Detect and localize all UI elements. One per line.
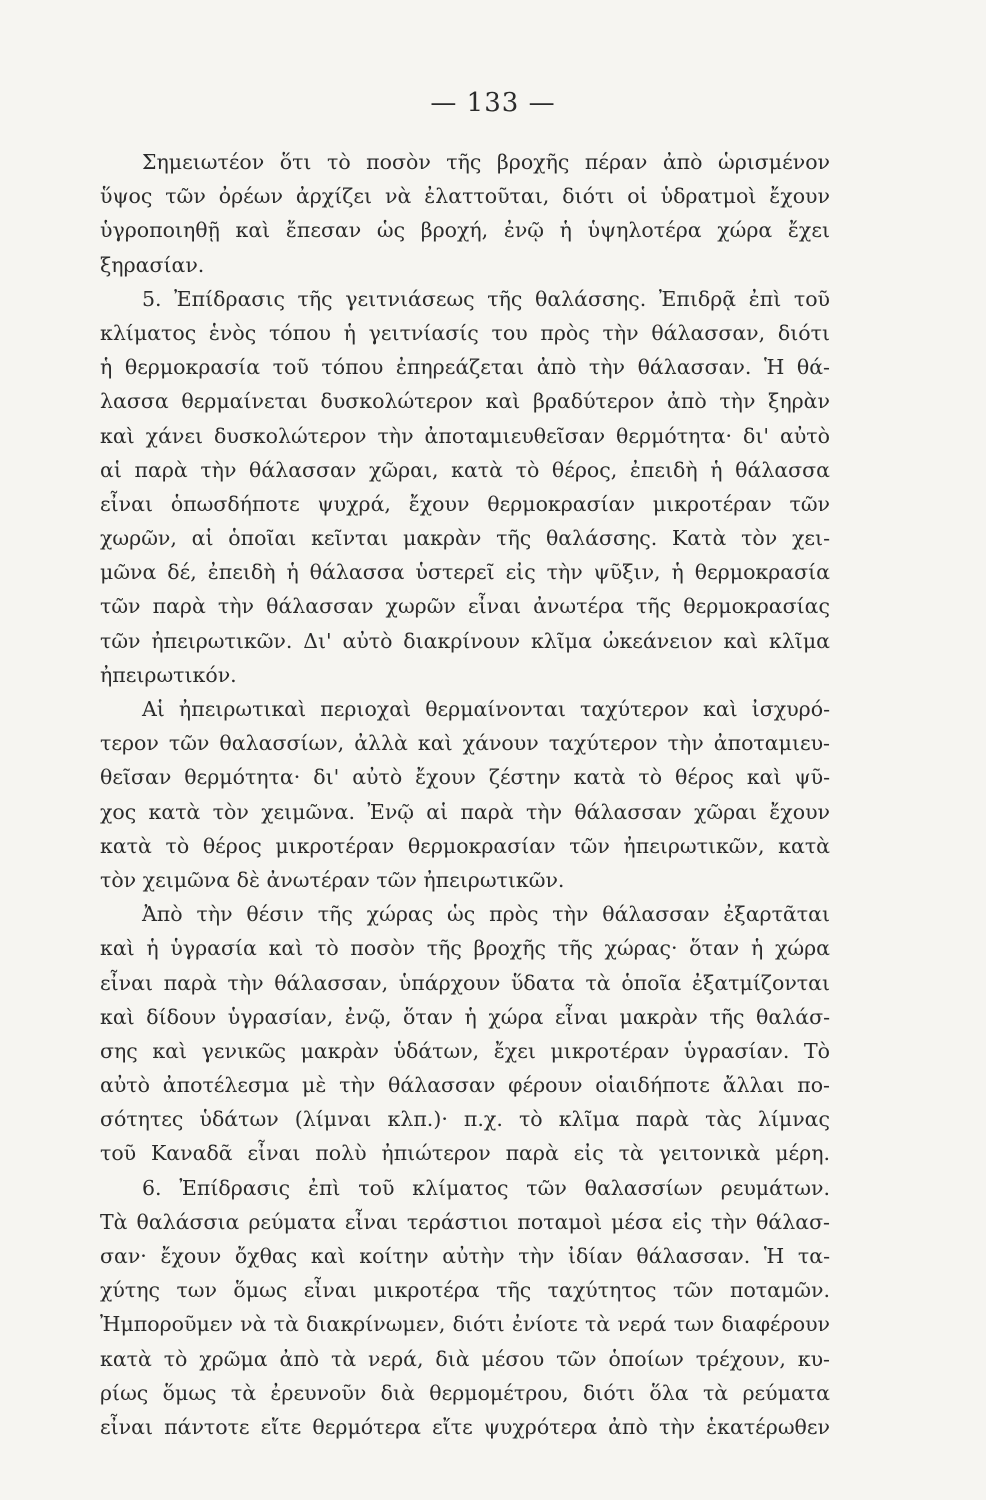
page-number: — 133 — [430, 88, 556, 118]
text-line: θεῖσαν θερμότητα· δι' αὐτὸ ἔχουν ζέστην κατὰ τὸ θέρος καὶ ψῦ- [100, 765, 830, 790]
text-line: ὕψος τῶν ὀρέων ἀρχίζει νὰ ἐλαττοῦται, διότι οἱ ὑδρατμοὶ ἔχουν [100, 184, 830, 209]
text-line: τῶν ἠπειρωτικῶν. Δι' αὐτὸ διακρίνουν κλῖμα ὠκεάνειον καὶ κλῖμα [100, 628, 830, 653]
text-line: τὸν χειμῶνα δὲ ἀνωτέραν τῶν ἠπειρωτικῶν. [100, 867, 565, 892]
text-line: αἱ παρὰ τὴν θάλασσαν χῶραι, κατὰ τὸ θέρος, ἐπειδὴ ἡ θάλασσα [100, 457, 830, 482]
text-line: ἡ θερμοκρασία τοῦ τόπου ἐπηρεάζεται ἀπὸ τὴν θάλασσαν. Ἡ θά- [100, 355, 830, 380]
text-line: αὐτὸ ἀποτέλεσμα μὲ τὴν θάλασσαν φέρουν οἱαιδήποτε ἄλλαι πο- [100, 1073, 830, 1098]
text-line: καὶ δίδουν ὑγρασίαν, ἐνῷ, ὅταν ἡ χώρα εἶναι μακρὰν τῆς θαλάσ- [100, 1004, 830, 1029]
text-line: ὑγροποιηθῇ καὶ ἔπεσαν ὡς βροχή, ἐνῷ ἡ ὑψηλοτέρα χώρα ἔχει [100, 218, 830, 243]
text-line: σαν· ἔχουν ὄχθας καὶ κοίτην αὐτὴν τὴν ἰδίαν θάλασσαν. Ἡ τα- [100, 1244, 830, 1268]
text-line: τερον τῶν θαλασσίων, ἀλλὰ καὶ χάνουν ταχύτερον τὴν ἀποταμιευ- [100, 731, 830, 756]
text-line: κλίματος ἑνὸς τόπου ἡ γειτνίασίς του πρὸς τὴν θάλασσαν, διότι [100, 320, 830, 345]
text-line: εἶναι ὁπωσδήποτε ψυχρά, ἔχουν θερμοκρασίαν μικροτέραν τῶν [100, 491, 830, 516]
text-line: 6. Ἐπίδρασις ἐπὶ τοῦ κλίματος τῶν θαλασσίων ρευμάτων. [142, 1175, 830, 1200]
text-line: τῶν παρὰ τὴν θάλασσαν χωρῶν εἶναι ἀνωτέρα τῆς θερμοκρασίας [100, 594, 830, 619]
text-line: εἶναι πάντοτε εἴτε θερμότερα εἴτε ψυχρότερα ἀπὸ τὴν ἑκατέρωθεν [100, 1414, 830, 1439]
text-line: σης καὶ γενικῶς μακρὰν ὑδάτων, ἔχει μικροτέραν ὑγρασίαν. Τὸ [100, 1038, 830, 1063]
text-line: εἶναι παρὰ τὴν θάλασσαν, ὑπάρχουν ὕδατα τὰ ὁποῖα ἐξατμίζονται [100, 970, 830, 995]
text-line: χύτης των ὅμως εἶναι μικροτέρα τῆς ταχύτητος τῶν ποταμῶν. [100, 1278, 830, 1303]
text-line: 5. Ἐπίδρασις τῆς γειτνιάσεως τῆς θαλάσσης. Ἐπιδρᾷ ἐπὶ τοῦ [142, 286, 830, 311]
text-line: μῶνα δέ, ἐπειδὴ ἡ θάλασσα ὑστερεῖ εἰς τὴν ψῦξιν, ἡ θερμοκρασία [100, 560, 830, 585]
text-line: σότητες ὑδάτων (λίμναι κλπ.)· π.χ. τὸ κλῖμα παρὰ τὰς λίμνας [100, 1107, 830, 1132]
text-line: ἠπειρωτικόν. [100, 662, 237, 687]
text-line: κατὰ τὸ θέρος μικροτέραν θερμοκρασίαν τῶν ἠπειρωτικῶν, κατὰ [100, 833, 830, 858]
text-line: χωρῶν, αἱ ὁποῖαι κεῖνται μακρὰν τῆς θαλάσσης. Κατὰ τὸν χει- [100, 526, 830, 551]
body-text [100, 145, 830, 1444]
text-line: καὶ ἡ ὑγρασία καὶ τὸ ποσὸν τῆς βροχῆς τῆς χώρας· ὅταν ἡ χώρα [100, 936, 830, 961]
text-line: ξηρασίαν. [100, 252, 205, 277]
text-line: καὶ χάνει δυσκολώτερον τὴν ἀποταμιευθεῖσαν θερμότητα· δι' αὐτὸ [100, 423, 830, 448]
text-line: χος κατὰ τὸν χειμῶνα. Ἐνῷ αἱ παρὰ τὴν θάλασσαν χῶραι ἔχουν [100, 799, 830, 824]
text-line: Αἱ ἠπειρωτικαὶ περιοχαὶ θερμαίνονται ταχύτερον καὶ ἰσχυρό- [142, 697, 830, 721]
text-line: κατὰ τὸ χρῶμα ἀπὸ τὰ νερά, διὰ μέσου τῶν ὁποίων τρέχουν, κυ- [100, 1346, 830, 1371]
text-line: Σημειωτέον ὅτι τὸ ποσὸν τῆς βροχῆς πέραν ἀπὸ ὡρισμένον [142, 150, 830, 174]
text-line: Ἀπὸ τὴν θέσιν τῆς χώρας ὡς πρὸς τὴν θάλασσαν ἐξαρτᾶται [142, 902, 830, 927]
text-line: Ἠμποροῦμεν νὰ τὰ διακρίνωμεν, διότι ἐνίοτε τὰ νερά των διαφέρουν [100, 1312, 830, 1337]
text-line: ρίως ὅμως τὰ ἐρευνοῦν διὰ θερμομέτρου, διότι ὅλα τὰ ρεύματα [100, 1380, 830, 1405]
text-line: Τὰ θαλάσσια ρεύματα εἶναι τεράστιοι ποταμοὶ μέσα εἰς τὴν θάλασ- [100, 1209, 830, 1234]
text-line: λασσα θερμαίνεται δυσκολώτερον καὶ βραδύτερον ἀπὸ τὴν ξηρὰν [100, 389, 830, 414]
text-line: τοῦ Καναδᾶ εἶναι πολὺ ἠπιώτερον παρὰ εἰς τὰ γειτονικὰ μέρη. [100, 1141, 830, 1166]
